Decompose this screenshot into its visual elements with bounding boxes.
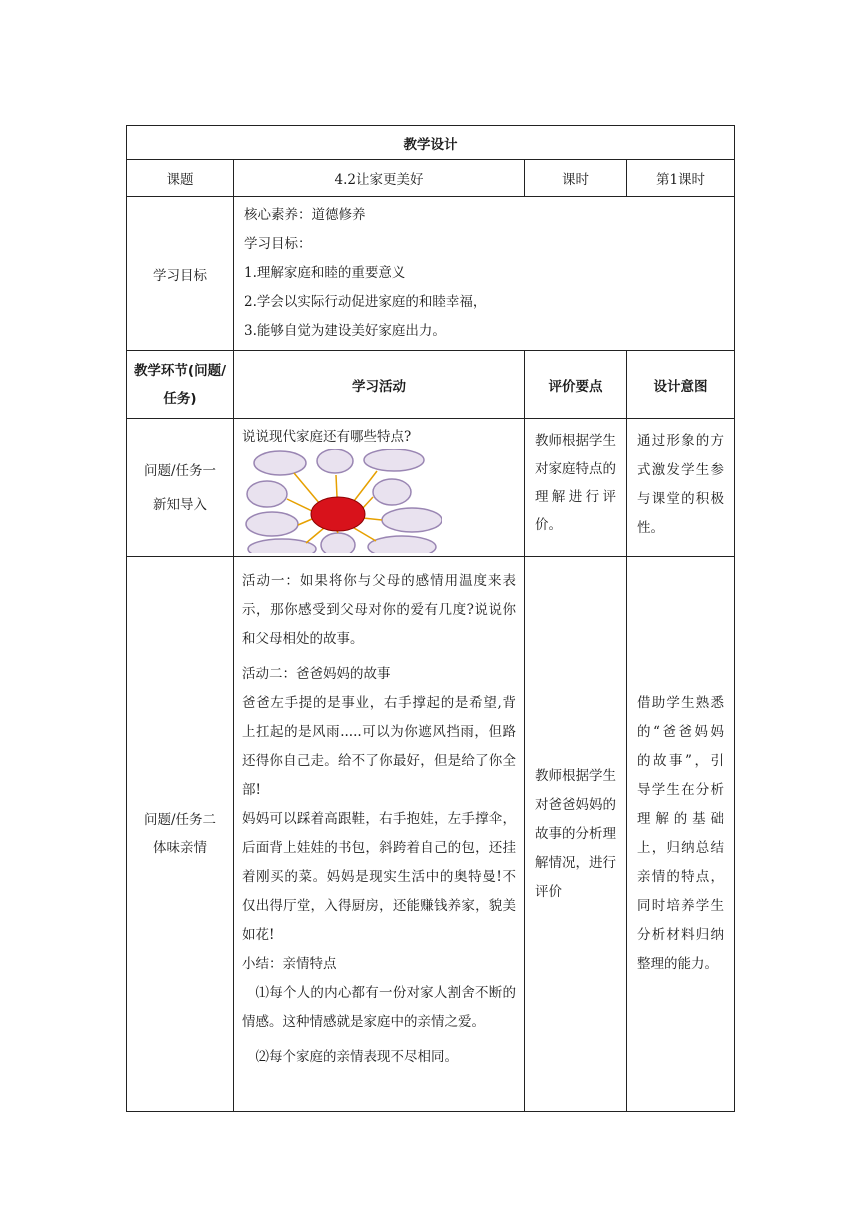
task2-stage: [127, 557, 234, 1112]
period-label: 课时: [525, 160, 627, 197]
objective-line: 2.学会以实际行动促进家庭的和睦幸福，: [244, 294, 487, 310]
mindmap-bubble: [254, 451, 306, 475]
task1-activity: [234, 419, 525, 557]
objectives-content: [234, 197, 735, 351]
activity-two-mom: 妈妈可以踩着高跟鞋，右手抱娃，左手撑伞，后面背上娃娃的书包，斜跨着自己的包，还挂着刚买的菜。妈妈是现实生活中的奥特曼!不仅出得厅堂，入得厨房，还能赚钱养家，貌美如花!: [242, 811, 516, 943]
mindmap-bubble: [246, 512, 298, 536]
objective-line: 学习目标：: [244, 236, 312, 252]
task2-intent: 借助学生熟悉的“爸爸妈妈的故事”，引导学生在分析理解的基础上，归纳总结亲情的特点，同时培养学生分析材料归纳整理的能力。: [627, 557, 735, 1112]
header-stage: 教学环节(问题/任务): [127, 351, 234, 419]
task1-intent: 通过形象的方式激发学生参与课堂的积极性。: [627, 419, 735, 557]
mindmap-bubble: [321, 533, 355, 553]
mindmap-bubble: [382, 508, 442, 532]
mindmap-bubble: [373, 479, 411, 505]
task2-evaluation: 教师根据学生对爸爸妈妈的故事的分析理解情况，进行评价: [525, 557, 627, 1112]
mindmap-bubble: [364, 449, 424, 471]
table-title: 教学设计: [127, 126, 735, 160]
objective-line: 3.能够自觉为建设美好家庭出力。: [244, 323, 446, 339]
mindmap-center: [311, 497, 365, 531]
course-value: 4.2让家更美好: [234, 160, 525, 197]
summary-title: 小结：亲情特点: [242, 956, 337, 972]
mindmap-bubble: [247, 481, 287, 507]
family-mindmap-image: [242, 449, 442, 553]
mindmap-bubble: [317, 449, 353, 473]
period-value: 第1课时: [627, 160, 735, 197]
header-evaluation: 评价要点: [525, 351, 627, 419]
summary-point-2: ⑵每个家庭的亲情表现不尽相同。: [255, 1049, 458, 1065]
header-activity: 学习活动: [234, 351, 525, 419]
task1-stage-line2: 新知导入: [153, 496, 207, 513]
summary-point-1: ⑴每个人的内心都有一份对家人割舍不断的情感。这种情感就是家庭中的亲情之爱。: [242, 985, 516, 1030]
task1-question: 说说现代家庭还有哪些特点?: [242, 429, 412, 445]
course-label: 课题: [127, 160, 234, 197]
lesson-plan-table: [126, 125, 735, 1112]
activity-one-text: 活动一：如果将你与父母的感情用温度来表示，那你感受到父母对你的爱有几度?说说你和父母相处的故事。: [242, 573, 516, 647]
task1-stage: [127, 419, 234, 557]
activity-two-dad: 爸爸左手提的是事业，右手撑起的是希望,背上扛起的是风雨.....可以为你遮风挡雨，但路还得你自己走。给不了你最好，但是给了你全部!: [242, 695, 516, 798]
objectives-label: 学习目标: [127, 197, 234, 351]
objective-line: 核心素养：道德修养: [244, 207, 366, 223]
mindmap-bubble: [248, 539, 316, 553]
task1-evaluation: 教师根据学生对家庭特点的理解进行评价。: [525, 419, 627, 557]
task2-stage-line2: 体味亲情: [153, 840, 207, 856]
mindmap-bubble: [368, 536, 436, 553]
objective-line: 1.理解家庭和睦的重要意义: [244, 265, 406, 281]
task2-stage-line1: 问题/任务二: [143, 812, 217, 828]
activity-two-title: 活动二：爸爸妈妈的故事: [242, 666, 391, 682]
task2-activity: [234, 557, 525, 1112]
task1-stage-line1: 问题/任务一: [143, 462, 217, 479]
header-intent: 设计意图: [627, 351, 735, 419]
